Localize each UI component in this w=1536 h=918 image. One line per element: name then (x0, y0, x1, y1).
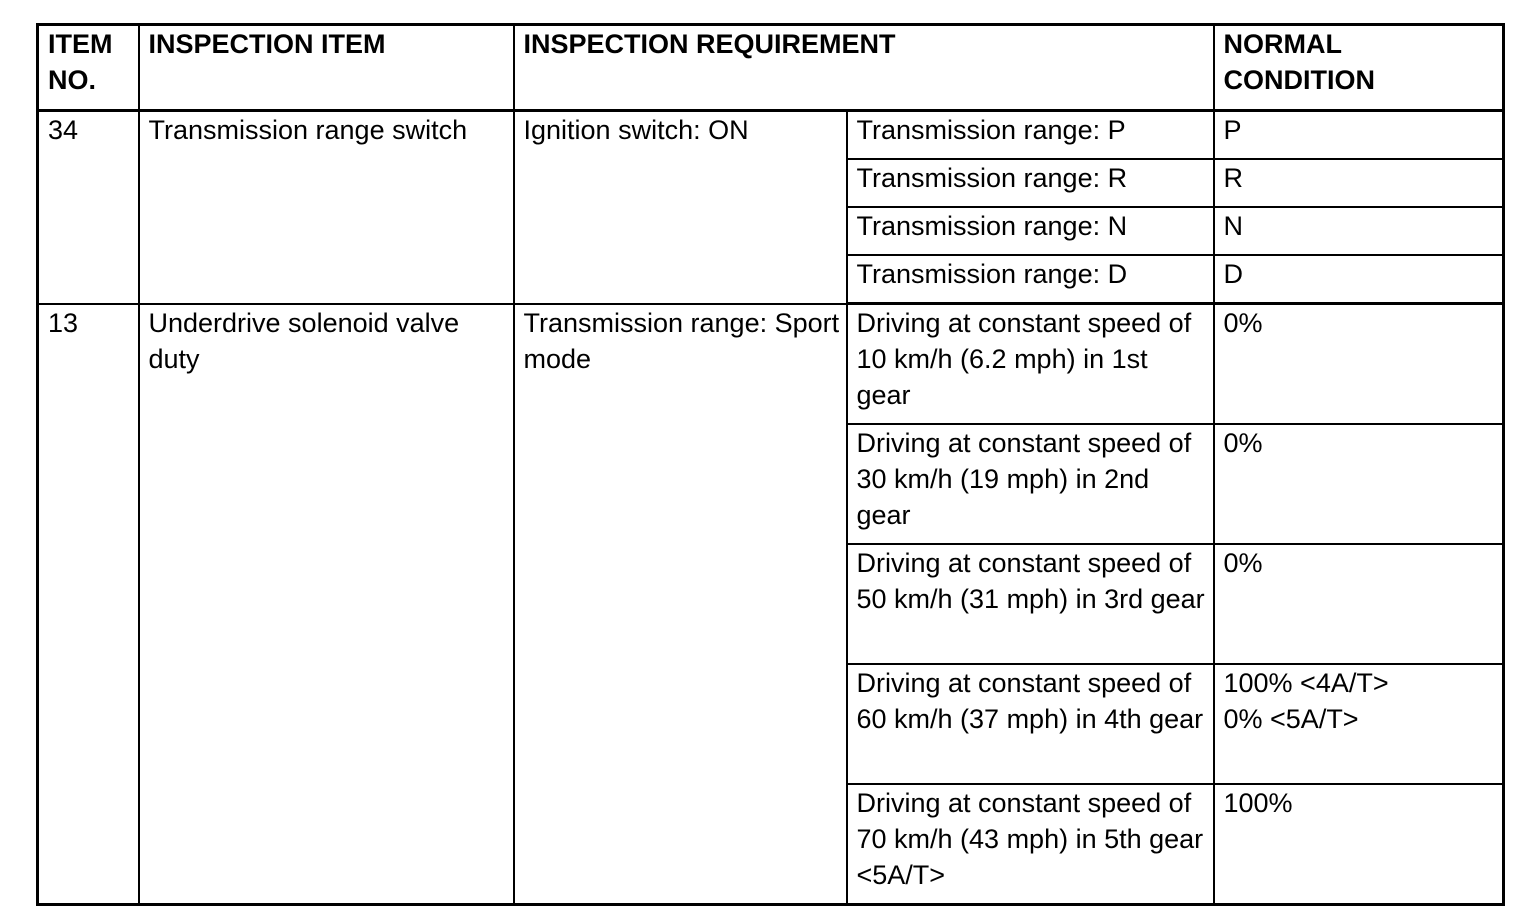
normal-condition-5at: 0% <5A/T> (1223, 704, 1359, 734)
normal-condition-cell: 0% (1214, 304, 1504, 425)
condition-cell: Driving at constant speed of 30 km/h (19 mph) in 2nd gear (847, 424, 1214, 544)
inspection-item-cell: Transmission range switch (139, 111, 514, 304)
inspection-item-cell: Underdrive solenoid valve duty (139, 304, 514, 905)
condition-cell: Driving at constant speed of 70 km/h (43 mph) in 5th gear <5A/T> (847, 784, 1214, 905)
table-row (38, 111, 1504, 160)
normal-condition-cell: R (1214, 159, 1504, 207)
normal-condition-cell: D (1214, 255, 1504, 304)
normal-condition-cell (1214, 664, 1504, 784)
normal-condition-cell: 100% (1214, 784, 1504, 905)
header-item-no: ITEM NO. (38, 25, 139, 111)
header-inspection-requirement: INSPECTION REQUIREMENT (514, 25, 1214, 111)
item-no-cell: 34 (38, 111, 139, 304)
condition-cell: Transmission range: N (847, 207, 1214, 255)
requirement-cell: Transmission range: Sport mode (514, 304, 847, 905)
condition-cell: Transmission range: P (847, 111, 1214, 160)
inspection-table (36, 23, 1505, 906)
item-no-cell: 13 (38, 304, 139, 905)
normal-condition-cell: 0% (1214, 424, 1504, 544)
normal-condition-4at: 100% <4A/T> (1223, 668, 1389, 698)
normal-condition-cell: P (1214, 111, 1504, 160)
condition-cell: Driving at constant speed of 10 km/h (6.2 mph) in 1st gear (847, 304, 1214, 425)
condition-cell: Driving at constant speed of 50 km/h (31 mph) in 3rd gear (847, 544, 1214, 664)
header-normal-condition: NORMAL CONDITION (1214, 25, 1504, 111)
requirement-cell: Ignition switch: ON (514, 111, 847, 304)
table-row (38, 304, 1504, 425)
condition-cell: Transmission range: R (847, 159, 1214, 207)
normal-condition-cell: N (1214, 207, 1504, 255)
header-inspection-item: INSPECTION ITEM (139, 25, 514, 111)
header-row (38, 25, 1504, 111)
condition-cell: Transmission range: D (847, 255, 1214, 304)
condition-cell: Driving at constant speed of 60 km/h (37 mph) in 4th gear (847, 664, 1214, 784)
normal-condition-cell: 0% (1214, 544, 1504, 664)
